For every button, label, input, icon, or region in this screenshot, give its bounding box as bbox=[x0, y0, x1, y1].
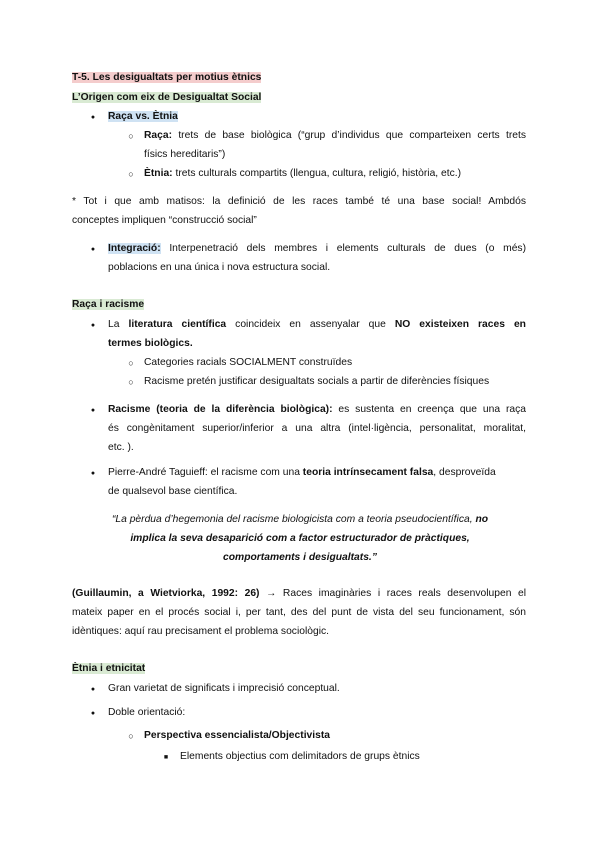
bullet-disc bbox=[87, 110, 99, 125]
etnia-text: trets culturals compartits (llengua, cultura, religió, història, etc.) bbox=[175, 168, 462, 179]
list-item-taguieff-line1 bbox=[108, 466, 496, 480]
elements-text: Elements objectius com delimitadors de grups ètnics bbox=[180, 751, 420, 762]
literatura-text-b: literatura científica bbox=[128, 319, 227, 330]
taguieff-text-b: teoria intrínsecament falsa bbox=[302, 467, 434, 478]
etnia-label: Ètnia: bbox=[144, 168, 173, 179]
categories-text: Categories racials SOCIALMENT construïdes bbox=[144, 357, 353, 368]
bullet-disc bbox=[87, 318, 99, 333]
literatura-text-e: termes biològics. bbox=[108, 338, 193, 349]
quote-text-1a: “La pèrdua d’hegemonia del racisme biologicista com a teoria pseudocientífica, bbox=[111, 514, 473, 525]
varietat-text: Gran varietat de significats i imprecisió conceptual. bbox=[108, 683, 340, 694]
list-item-categories bbox=[144, 356, 352, 370]
raca-label: Raça: bbox=[144, 130, 173, 141]
note-text-1: * Tot i que amb matisos: la definició de les races també té una base social! Ambdós bbox=[72, 196, 526, 207]
list-item-racisme-line2 bbox=[108, 422, 526, 436]
section-heading-raca-racisme bbox=[72, 298, 144, 312]
literatura-text-a: La bbox=[108, 319, 120, 330]
citation-text-1: → Races imaginàries i races reals desenvolupen el bbox=[266, 588, 526, 599]
list-item-raca-line1 bbox=[144, 129, 526, 143]
quote-text-1b: no bbox=[475, 514, 489, 525]
list-item-racisme-pretén bbox=[144, 375, 489, 389]
quote-close-mark: ” bbox=[371, 552, 377, 563]
raca-etnia-text: Raça vs. Ètnia bbox=[108, 111, 178, 122]
list-item-literatura-line1 bbox=[108, 318, 526, 332]
literatura-text-c: coincideix en assenyalar que bbox=[235, 319, 386, 330]
racisme-text-1: es sustenta en creença que una raça bbox=[338, 404, 526, 415]
heading-raca-racisme-text: Raça i racisme bbox=[72, 299, 145, 310]
citation-text-3: idèntiques: aquí rau precisament el problema sociològic. bbox=[72, 626, 329, 637]
taguieff-text-d: de qualsevol base científica. bbox=[108, 486, 238, 497]
bullet-circle bbox=[125, 729, 137, 744]
citation-line-1 bbox=[72, 587, 526, 601]
taguieff-text-a: Pierre-André Taguieff: el racisme com una bbox=[108, 467, 300, 478]
section-heading-origen bbox=[72, 91, 261, 105]
racisme-preten-text: Racisme pretén justificar desigualtats socials a partir de diferències físiques bbox=[144, 376, 490, 387]
bullet-circle bbox=[125, 356, 137, 371]
note-line-1 bbox=[72, 195, 526, 209]
bullet-circle bbox=[125, 167, 137, 182]
bullet-disc bbox=[87, 706, 99, 721]
note-text-2: conceptes impliquen “construcció social” bbox=[72, 215, 257, 226]
list-item-raca-line2 bbox=[144, 148, 225, 162]
raca-text-2: físics hereditaris”) bbox=[144, 149, 226, 160]
bullet-disc bbox=[87, 403, 99, 418]
list-item-raca-etnia bbox=[108, 110, 178, 124]
citation-line-2 bbox=[72, 606, 526, 620]
bullet-disc bbox=[87, 682, 99, 697]
quote-text-2: implica la seva desaparició com a factor estructurador de pràctiques, bbox=[130, 533, 470, 544]
list-item-integracio-line2 bbox=[108, 261, 330, 275]
list-item-literatura-line2 bbox=[108, 337, 193, 351]
integracio-text-2: poblacions en una única i nova estructura social. bbox=[108, 262, 331, 273]
list-item-varietat bbox=[108, 682, 340, 696]
document-title bbox=[72, 71, 261, 85]
bullet-disc bbox=[87, 242, 99, 257]
taguieff-text-c: , desproveïda bbox=[433, 467, 496, 478]
citation-line-3 bbox=[72, 625, 329, 639]
racisme-text-2: és congènitament superior/inferior a una altra (intel·ligència, personalitat, moralitat, bbox=[108, 423, 526, 434]
heading-origen-text: L’Origen com eix de Desigualtat Social bbox=[72, 92, 262, 103]
list-item-racisme-line1 bbox=[108, 403, 526, 417]
racisme-label: Racisme (teoria de la diferència biològica): bbox=[108, 404, 333, 415]
note-line-2 bbox=[72, 214, 257, 228]
list-item-doble bbox=[108, 706, 185, 720]
list-item-taguieff-line2 bbox=[108, 485, 237, 499]
bullet-circle bbox=[125, 129, 137, 144]
doble-text: Doble orientació: bbox=[108, 707, 186, 718]
bullet-circle bbox=[125, 375, 137, 390]
bullet-square bbox=[160, 750, 172, 765]
literatura-text-d: NO existeixen races en bbox=[394, 319, 526, 330]
list-item-etnia bbox=[144, 167, 461, 181]
title-text: T-5. Les desigualtats per motius ètnics bbox=[72, 72, 262, 83]
integracio-label: Integració: bbox=[108, 243, 161, 254]
heading-etnia-text: Ètnia i etnicitat bbox=[72, 663, 146, 674]
list-item-integracio-line1 bbox=[108, 242, 526, 256]
citation-label: (Guillaumin, a Wietviorka, 1992: 26) bbox=[72, 588, 260, 599]
raca-text-1: trets de base biològica (“grup d’individus que comparteixen certs trets bbox=[178, 130, 526, 141]
section-heading-etnia-etnicitat bbox=[72, 662, 145, 676]
list-item-elements bbox=[180, 750, 420, 764]
list-item-perspectiva bbox=[144, 729, 330, 743]
quote-line-3 bbox=[0, 551, 600, 565]
integracio-text-1: Interpenetració dels membres i elements culturals de dues (o més) bbox=[169, 243, 526, 254]
list-item-racisme-line3 bbox=[108, 441, 134, 455]
racisme-text-3: etc. ). bbox=[108, 442, 134, 453]
quote-line-1 bbox=[0, 513, 600, 527]
quote-line-2 bbox=[0, 532, 600, 546]
perspectiva-text: Perspectiva essencialista/Objectivista bbox=[144, 730, 331, 741]
bullet-disc bbox=[87, 466, 99, 481]
citation-text-2: mateix paper en el procés social i, per tant, des del punt de vista del seu funcionament, són bbox=[72, 607, 526, 618]
quote-text-3: comportaments i desigualtats. bbox=[223, 552, 372, 563]
